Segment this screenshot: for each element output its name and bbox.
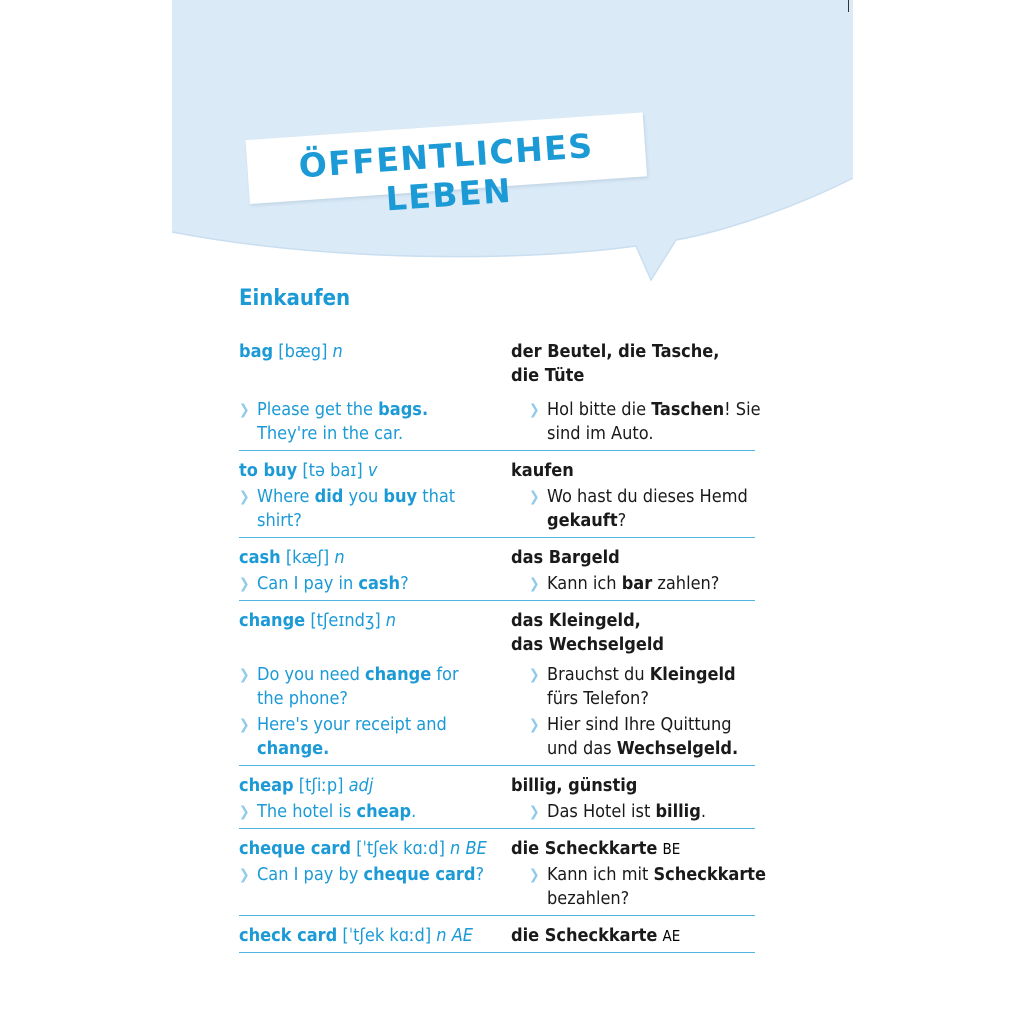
pronunciation: [ˈtʃek kɑːd] — [356, 838, 445, 859]
translation: die Scheckkarte — [511, 838, 658, 859]
part-of-speech: n — [334, 547, 345, 568]
headword: to buy — [239, 460, 298, 481]
part-of-speech: n — [332, 341, 343, 362]
bullet-arrow-icon: ❯ — [529, 717, 540, 733]
headword: change — [239, 610, 306, 631]
bullet-arrow-icon: ❯ — [239, 667, 250, 683]
bullet-arrow-icon: ❯ — [239, 867, 250, 883]
bullet-arrow-icon: ❯ — [529, 489, 540, 505]
vocab-entry-cash — [239, 544, 755, 601]
pronunciation: [bæg] — [278, 341, 328, 362]
region-label: AE — [662, 927, 681, 945]
part-of-speech: n — [385, 610, 397, 631]
example-row: ❯ Can I pay in cash? ❯ Kann ich bar zahlen? — [239, 573, 720, 594]
example-row: ❯ Here's your receipt and change. ❯ Hier sind Ihre Quittung und das Wechselgeld. — [239, 714, 739, 759]
part-of-speech: n AE — [436, 925, 474, 946]
headword: cheque card — [239, 838, 351, 859]
headword: bag — [239, 341, 274, 362]
example-row: ❯ Please get the bags. They're in the car. ❯ Hol bitte die Taschen! Sie sind im Auto. — [239, 399, 761, 444]
example-row: ❯ Where did you buy that shirt? ❯ Wo hast du dieses Hemd gekauft? — [239, 486, 748, 531]
vocab-entry-to-buy — [239, 457, 755, 538]
region-label: BE — [662, 840, 681, 858]
vocab-entry-bag — [239, 338, 761, 451]
bullet-arrow-icon: ❯ — [529, 867, 540, 883]
vocab-entry-cheap — [239, 772, 755, 829]
part-of-speech: adj — [348, 775, 374, 796]
translation: die Scheckkarte — [511, 925, 658, 946]
translation-line2: die Tüte — [511, 365, 585, 386]
pronunciation: [tʃeɪndʒ] — [310, 610, 381, 631]
translation-line2: das Wechselgeld — [511, 634, 665, 655]
vocabulary-list — [239, 284, 767, 959]
translation: billig, günstig — [511, 775, 638, 796]
example-row: ❯ The hotel is cheap. ❯ Das Hotel ist billig. — [239, 801, 706, 822]
bullet-arrow-icon: ❯ — [239, 402, 250, 418]
bullet-arrow-icon: ❯ — [529, 804, 540, 820]
bullet-arrow-icon: ❯ — [239, 489, 250, 505]
headword: cash — [239, 547, 281, 568]
pronunciation: [tʃiːp] — [298, 775, 344, 796]
pronunciation: [tə baɪ] — [302, 460, 363, 481]
headword: check card — [239, 925, 338, 946]
bullet-arrow-icon: ❯ — [239, 804, 250, 820]
pronunciation: [kæʃ] — [285, 547, 330, 568]
part-of-speech: n BE — [450, 838, 487, 859]
bullet-arrow-icon: ❯ — [239, 576, 250, 592]
translation: der Beutel, die Tasche, — [511, 341, 720, 362]
example-row: ❯ Can I pay by cheque card? ❯ Kann ich mit Scheckkarte bezahlen? — [239, 864, 767, 909]
bullet-arrow-icon: ❯ — [529, 402, 540, 418]
section-title: Einkaufen — [239, 286, 351, 311]
example-row: ❯ Do you need change for the phone? ❯ Brauchst du Kleingeld fürs Telefon? — [239, 664, 736, 709]
vocab-entry-check-card — [239, 922, 755, 953]
chapter-title: ÖFFENTLICHES LEBEN — [297, 125, 595, 219]
bullet-arrow-icon: ❯ — [529, 576, 540, 592]
bullet-arrow-icon: ❯ — [529, 667, 540, 683]
bullet-arrow-icon: ❯ — [239, 717, 250, 733]
translation: kaufen — [511, 460, 574, 481]
pronunciation: [ˈtʃek kɑːd] — [342, 925, 432, 946]
crop-mark — [848, 0, 849, 12]
translation: das Kleingeld, — [511, 610, 641, 631]
part-of-speech: v — [367, 460, 378, 481]
headword: cheap — [239, 775, 294, 796]
vocab-entry-change — [239, 607, 755, 766]
translation: das Bargeld — [511, 547, 620, 568]
vocab-entry-cheque-card — [239, 835, 767, 916]
